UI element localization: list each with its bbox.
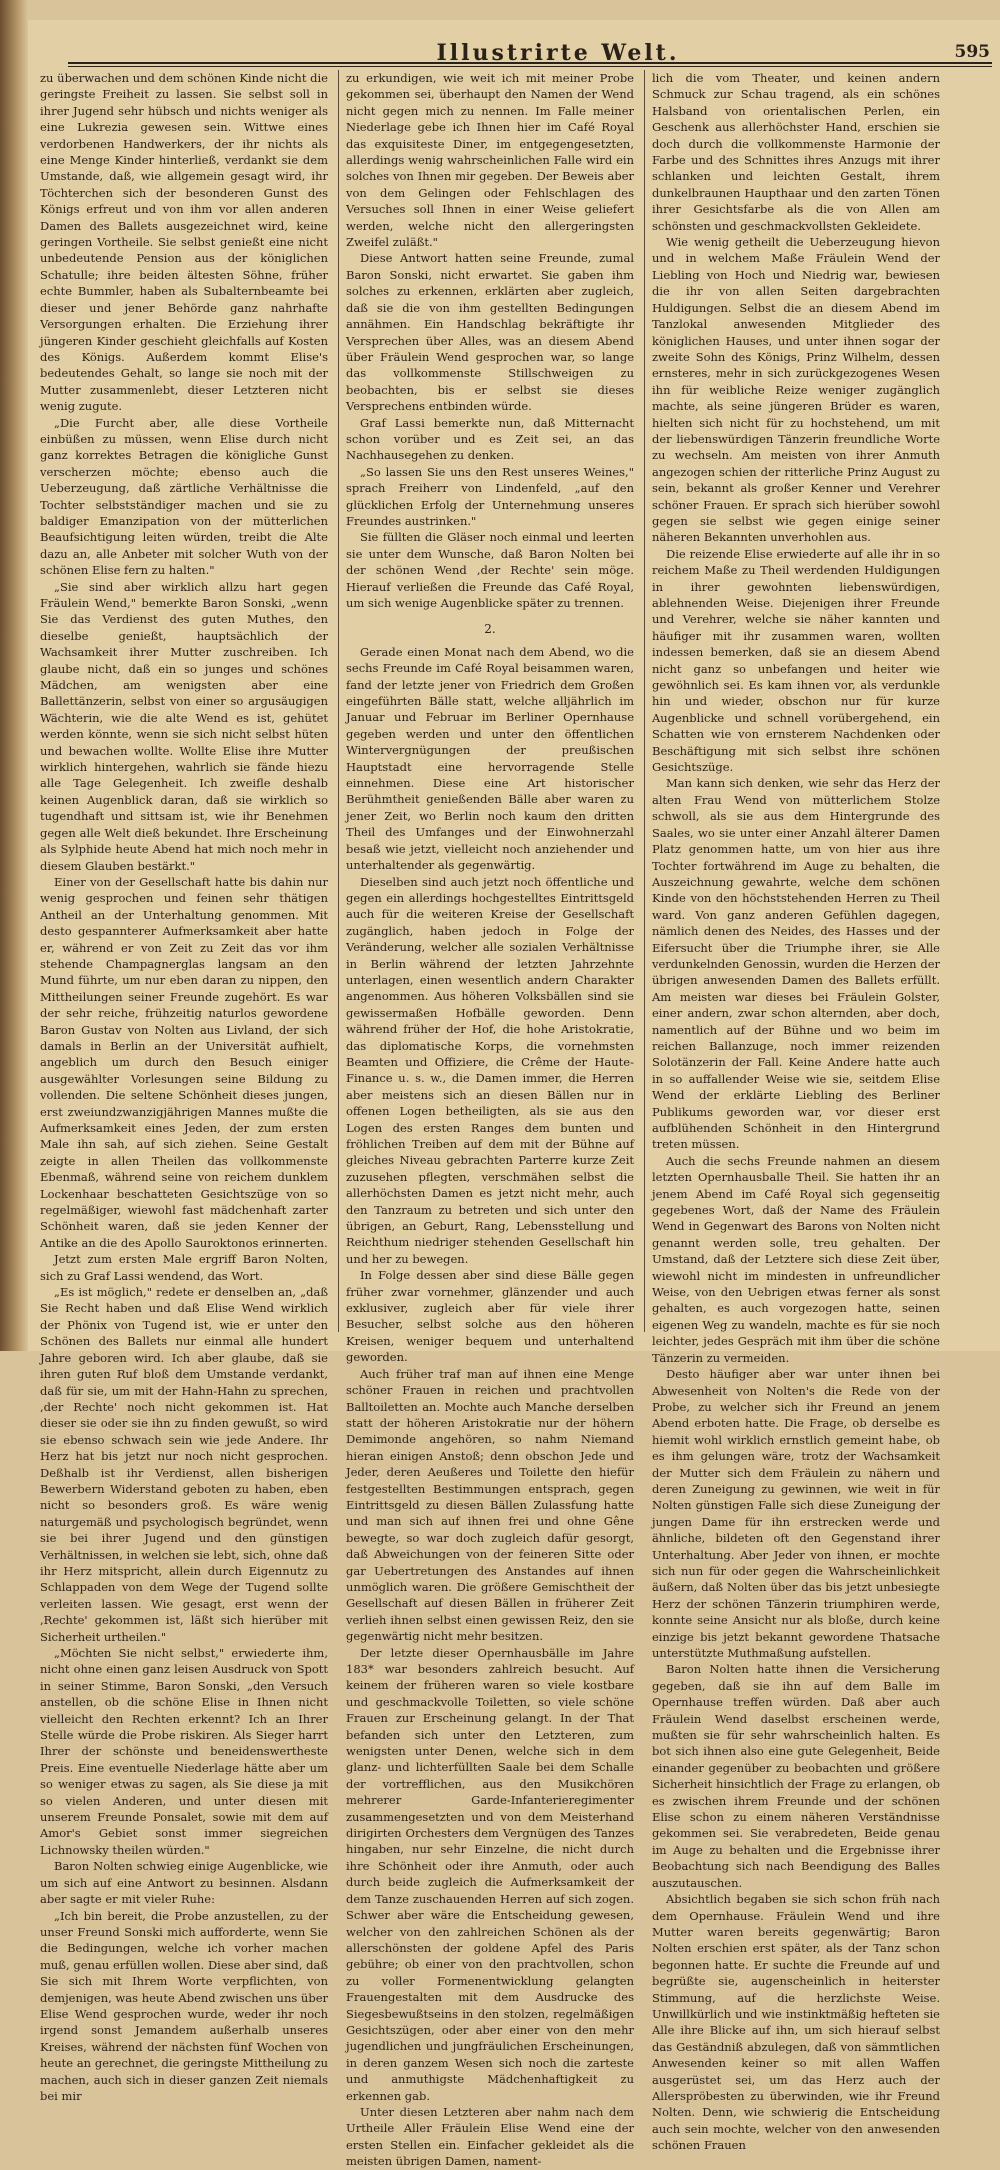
page-number: 595 bbox=[954, 42, 990, 62]
paragraph: In Folge dessen aber sind diese Bälle gegen früher zwar vornehmer, glänzender und auch exklusiver, zugleich aber für viele ihrer Besucher, selbst solche aus den höheren Kreisen, weniger bequem und unterhaltend geworden. bbox=[346, 1268, 634, 1365]
text-column-right bbox=[652, 70, 940, 2153]
paragraph: „Sie sind aber wirklich allzu hart gegen Fräulein Wend," bemerkte Baron Sonski, „wenn Sie das Verdienst des guten Muthes, den dieselbe genießt, hauptsächlich der Wachsamkeit ihrer Mutter zuschreiben. Ich glaube nicht, daß ein so junges und schönes Mädchen, am wenigsten aber eine Ballettänzerin, selbst von einer so argusäugigen Wächterin, wie die alte Wend es ist, gehütet werden könnte, wenn sie sich nicht selbst hüten und bewachen wollte. Wollte Elise ihre Mutter wirklich hintergehen, wahrlich sie fände hiezu alle Tage Gelegenheit. Ich zweifle deshalb keinen Augenblick daran, daß sie wirklich so tugendhaft und sittsam ist, wie ihr Benehmen gegen alle Welt dieß bekundet. Ihre Erscheinung als Sylphide heute Abend hat mich noch mehr in diesem Glauben bestärkt." bbox=[40, 579, 328, 873]
paragraph: Baron Nolten schwieg einige Augenblicke, wie um sich auf eine Antwort zu besinnen. Alsdann aber sagte er mit vieler Ruhe: bbox=[40, 1859, 328, 1907]
paragraph: „Ich bin bereit, die Probe anzustellen, zu der unser Freund Sonski mich aufforderte, wenn Sie die Bedingungen, welche ich vorher machen muß, genau erfüllen wollen. Diese aber sind, daß Sie sich mit Ihrem Worte verpflichten, von demjenigen, was heute Abend zwischen uns über Elise Wend gesprochen wurde, weder ihr noch irgend sonst Jemandem außerhalb unseres Kreises, während der nächsten fünf Wochen von heute an gerechnet, die geringste Mittheilung zu machen, auch sich in dieser ganzen Zeit niemals bei mir bbox=[40, 1908, 328, 2103]
masthead-title: Illustrirte Welt. bbox=[436, 40, 680, 66]
paragraph: Auch die sechs Freunde nahmen an diesem letzten Opernhausballe Theil. Sie hatten ihr an jenem Abend im Café Royal sich gegenseitig gegebenes Wort, daß der Name des Fräulein Wend in Gegenwart des Barons von Nolten nicht genannt werden solle, treu gehalten. Der Umstand, daß der Letztere sich diese Zeit über, wiewohl nicht im mindesten in unfreundlicher Weise, von den Uebrigen etwas ferner als sonst gehalten, es auch vorgezogen hatte, seinen eigenen Weg zu wandeln, machte es für sie noch leichter, jedes Gespräch mit ihm über die schöne Tänzerin zu vermeiden. bbox=[652, 1153, 940, 1365]
column-separator bbox=[338, 70, 339, 1332]
paragraph: zu erkundigen, wie weit ich mit meiner Probe gekommen sei, überhaupt den Namen der Wend nicht gegen mich zu nennen. Im Falle meiner Niederlage gebe ich Ihnen hier im Café Royal das exquisiteste Diner, im entgegengesetzten, allerdings wenig wahrscheinlichen Falle wird ein solches von Ihnen mir gegeben. Der Beweis aber von dem Gelingen oder Fehlschlagen des Versuches soll Ihnen in einer Weise geliefert werden, welche nicht den allergeringsten Zweifel zuläßt." bbox=[346, 71, 634, 250]
section-number: 2. bbox=[484, 622, 496, 637]
paragraph: Der letzte dieser Opernhausbälle im Jahre 183* war besonders zahlreich besucht. Auf keinem der früheren waren so viele kostbare und geschmackvolle Toiletten, so viele schöne Frauen zur Erscheinung gelangt. In der That befanden sich unter den Letzteren, zum wenigsten unter Denen, welche sich in dem glanz- und lichterfüllten Saale bei dem Schalle der vortrefflichen, aus den Musikchören mehrerer Garde-Infanterieregimenter zusammengesetzten und von dem Meisterhand dirigirten Orchesters dem Vergnügen des Tanzes hingaben, nur sehr Einzelne, die nicht durch ihre Schönheit oder ihre Anmuth, oder auch durch beide zugleich die Aufmerksamkeit der dem Tanze zuschauenden Herren auf sich zogen. Schwer aber wäre die Entscheidung gewesen, welcher von den zahlreichen Schönen als der allerschönsten der goldene Apfel des Paris gebühre; ob einer von den prachtvollen, schon zu voller Formenentwicklung gelangten Frauengestalten mit dem Ausdrucke des Siegesbewußtseins in den stolzen, regelmäßigen Gesichtszügen, oder aber einer von den mehr jugendlichen und jungfräulichen Erscheinungen, in deren ganzem Wesen sich noch die zarteste und anmuthigste Mädchenhaftigkeit zu erkennen gab. bbox=[346, 1645, 634, 2103]
page-header bbox=[28, 22, 1000, 66]
paragraph: Auch früher traf man auf ihnen eine Menge schöner Frauen in reichen und prachtvollen Balltoiletten an. Mochte auch Manche derselben statt der höheren Aristokratie nur der höhern Demimonde angehören, so nahm Niemand hieran einigen Anstoß; denn obschon Jede und Jeder, deren Aeußeres und Toilette den hiefür festgestellten Bestimmungen entsprach, gegen Eintrittsgeld zu diesen Bällen Zulassfung hatte und man sich auf ihnen frei und ohne Gêne bewegte, so war doch zugleich dafür gesorgt, daß Abweichungen von der feineren Sitte oder gar Uebertretungen des Anstandes auf ihnen unmöglich waren. Die größere Gemischtheit der Gesellschaft auf diesen Bällen in früherer Zeit verlieh ihnen selbst einen gewissen Reiz, den sie gegenwärtig nicht mehr besitzen. bbox=[346, 1366, 634, 1644]
paragraph: „So lassen Sie uns den Rest unseres Weines," sprach Freiherr von Lindenfeld, „auf den glücklichen Erfolg der Unternehmung unseres Freundes austrinken." bbox=[346, 464, 634, 528]
paragraph: „Es ist möglich," redete er denselben an, „daß Sie Recht haben und daß Elise Wend wirklich der Phönix von Tugend ist, wie er unter den Schönen des Ballets nur einmal alle hundert Jahre geboren wird. Ich aber glaube, daß sie ihren guten Ruf bloß dem Umstande verdankt, daß für sie, um mit der Hahn-Hahn zu sprechen, ,der Rechte' noch nicht gekommen ist. Hat dieser sie oder sie ihn zu finden gewußt, so wird sie ebenso schwach sein wie jede Andere. Ihr Herz hat bis jetzt nur noch nicht gesprochen. Deßhalb ist ihr Verdienst, allen bisherigen Bewerbern Widerstand geboten zu haben, eben nicht so besonders groß. Es wäre wenig naturgemäß und psychologisch begründet, wenn sie bei ihrer Jugend und den günstigen Verhältnissen, in welchen sie lebt, sich, ohne daß ihr Herz mitspricht, allein durch Eigennutz zu Schlappaden von dem Wege der Tugend sollte verleiten lassen. Wie gesagt, erst wenn der ,Rechte' gekommen ist, läßt sich hierüber mit Sicherheit urtheilen." bbox=[40, 1285, 328, 1644]
paragraph: Unter diesen Letzteren aber nahm nach dem Urtheile Aller Fräulein Elise Wend eine der ersten Stellen ein. Einfacher gekleidet als die meisten übrigen Damen, nament- bbox=[346, 2104, 634, 2169]
paragraph: Jetzt zum ersten Male ergriff Baron Nolten, sich zu Graf Lassi wendend, das Wort. bbox=[40, 1252, 328, 1283]
paragraph: Man kann sich denken, wie sehr das Herz der alten Frau Wend von mütterlichem Stolze schwoll, als sie aus dem Hintergrunde des Saales, wo sie unter einer Anzahl älterer Damen Platz genommen hatte, um von hier aus ihre Tochter fortwährend im Auge zu behalten, die Auszeichnung gewahrte, welche dem schönen Kinde von den höchststehenden Herren zu Theil ward. Von ganz anderen Gefühlen dagegen, nämlich denen des Neides, des Hasses und der Eifersucht über die Triumphe ihrer, sie Alle verdunkelnden Genossin, wurden die Herzen der übrigen anwesenden Damen des Ballets erfüllt. Am meisten war dieses bei Fräulein Golster, einer andern, zwar schon alternden, aber doch, namentlich auf der Bühne und wo beim im reichen Ballanzuge, noch immer reizenden Solotänzerin der Fall. Keine Andere hatte auch in so auffallender Weise wie sie, seitdem Elise Wend der erklärte Liebling des Berliner Publikums geworden war, vor dieser erst aufblühenden Schönheit in den Hintergrund treten müssen. bbox=[652, 776, 940, 1152]
text-column-middle bbox=[346, 70, 634, 2169]
paragraph: Baron Nolten hatte ihnen die Versicherung gegeben, daß sie ihn auf dem Balle im Opernhause treffen würden. Daß aber auch Fräulein Wend daselbst erscheinen werde, mußten sie für sehr wahrscheinlich halten. Es bot sich ihnen also eine gute Gelegenheit, Beide einander gegenüber zu beobachten und größere Sicherheit hinsichtlich der Frage zu erlangen, ob es zwischen ihrem Freunde und der schönen Elise schon zu einem näheren Verständnisse gekommen sei. Sie verabredeten, Beide genau im Auge zu behalten und die Ergebnisse ihrer Beobachtung sich nach Beendigung des Balles auszutauschen. bbox=[652, 1662, 940, 1890]
header-rule bbox=[68, 62, 992, 64]
paragraph: Graf Lassi bemerkte nun, daß Mitternacht schon vorüber und es Zeit sei, an das Nachhausegehen zu denken. bbox=[346, 415, 634, 463]
paragraph: Wie wenig getheilt die Ueberzeugung hievon und in welchem Maße Fräulein Wend der Liebling von Hoch und Niedrig war, bewiesen die ihr von allen Seiten dargebrachten Huldigungen. Selbst die an diesem Abend im Tanzlokal anwesenden Mitglieder des königlichen Hauses, und unter ihnen sogar der zweite Sohn des Königs, Prinz Wilhelm, dessen ernsteres, mehr in sich zurückgezogenes Wesen ihn für weibliche Reize weniger zugänglich machte, als seine jüngeren Brüder es waren, hielten sich nicht für zu hochstehend, um mit der liebenswürdigen Tänzerin freundliche Worte zu wechseln. Am meisten von ihrer Anmuth angezogen schien der ritterliche Prinz August zu sein, bekannt als großer Kenner und Verehrer schöner Frauen. Er sprach sich hierüber sowohl gegen sie selbst wie gegen einige seiner näheren Bekannten unverhohlen aus. bbox=[652, 235, 940, 545]
page-binding-shadow bbox=[0, 0, 28, 1351]
column-separator bbox=[644, 70, 645, 1332]
paragraph: Sie füllten die Gläser noch einmal und leerten sie unter dem Wunsche, daß Baron Nolten bei der schönen Wend ,der Rechte' sein möge. Hierauf verließen die Freunde das Café Royal, um sich wenige Augenblicke später zu trennen. bbox=[346, 530, 634, 610]
paragraph: Die reizende Elise erwiederte auf alle ihr in so reichem Maße zu Theil werdenden Huldigungen in ihrer gewohnten liebenswürdigen, ablehnenden Weise. Diejenigen ihrer Freunde und Verehrer, welche sie näher kannten und häufiger mit ihr zusammen waren, wollten indessen bemerken, daß sie an diesem Abend nicht ganz so unbefangen und heiter wie gewöhnlich sei. Es kam ihnen vor, als verdunkle hin und wieder, obschon nur für kurze Augenblicke und schnell vorübergehend, ein Schatten wie von ernsterem Nachdenken oder Beschäftigung mit sich selbst ihre schönen Gesichtszüge. bbox=[652, 546, 940, 775]
paragraph: Diese Antwort hatten seine Freunde, zumal Baron Sonski, nicht erwartet. Sie gaben ihm solches zu erkennen, erklärten aber zugleich, daß sie die von ihm gestellten Bedingungen annähmen. Ein Handschlag bekräftigte ihr Versprechen über Alles, was an diesem Abend über Fräulein Wend gesprochen war, so lange das vollkommenste Stillschweigen zu beobachten, bis er selbst sie dieses Versprechens entbinden würde. bbox=[346, 251, 634, 414]
paragraph: Einer von der Gesellschaft hatte bis dahin nur wenig gesprochen und feinen sehr thätigen Antheil an der Unterhaltung genommen. Mit desto gespannterer Aufmerksamkeit aber hatte er, während er von Zeit zu Zeit das vor ihm stehende Champagnerglas langsam an den Mund führte, um nur eben daran zu nippen, den Mittheilungen seiner Freunde zugehört. Es war der sehr reiche, frühzeitig naturlos gewordene Baron Gustav von Nolten aus Livland, der sich damals in Berlin an der Universität aufhielt, angeblich um durch den Besuch einiger ausgewählter Vorlesungen seine Bildung zu vollenden. Die seltene Schönheit dieses jungen, erst zweiundzwanzigjährigen Mannes mußte die Aufmerksamkeit eines Jeden, der zum ersten Male ihn sah, auf sich ziehen. Seine Gestalt zeigte in allen Theilen das vollkommenste Ebenmaß, während seine von reichem dunklem Lockenhaar beschatteten Gesichtszüge von so regelmäßiger, wiewohl fast mädchenhaft zarter Schönheit waren, daß sie jeden Kenner der Antike an die des Apollo Sauroktonos erinnerten. bbox=[40, 874, 328, 1250]
paragraph: Desto häufiger aber war unter ihnen bei Abwesenheit von Nolten's die Rede von der Probe, zu welcher sich ihr Freund an jenem Abend erboten hatte. Die Frage, ob derselbe es hiemit wohl wirklich ernstlich gemeint habe, ob es ihm gelungen wäre, trotz der Wachsamkeit der Mutter sich dem Fräulein zu nähern und deren Zuneigung zu gewinnen, wie weit in für Nolten günstigen Falle sich diese Zuneigung der jungen Dame für ihn erstrecken werde und ähnliche, bildeten oft den Gegenstand ihrer Unterhaltung. Aber Jeder von ihnen, er mochte sich nun für oder gegen die Wahrscheinlichkeit äußern, daß Nolten über das bis jetzt unbesiegte Herz der schönen Tänzerin triumphiren werde, konnte seine Ansicht nur als bloße, durch keine einzige bis jetzt bekannt gewordene Thatsache unterstützte Muthmaßung aufstellen. bbox=[652, 1367, 940, 1660]
paragraph: „Die Furcht aber, alle diese Vortheile einbüßen zu müssen, wenn Elise durch nicht ganz korrektes Betragen die königliche Gunst verscherzen möchte; ebenso auch die Ueberzeugung, daß zärtliche Verhältnisse die Tochter selbstständiger machen und sie zu baldiger Emanzipation von der mütterlichen Beaufsichtigung leiten würden, treibt die Alte dazu an, alle Anbeter mit solcher Wuth von der schönen Elise fern zu halten." bbox=[40, 415, 328, 578]
paragraph: Absichtlich begaben sie sich schon früh nach dem Opernhause. Fräulein Wend und ihre Mutter waren bereits gegenwärtig; Baron Nolten erschien erst später, als der Tanz schon begonnen hatte. Er suchte die Freunde auf und begrüßte sie, augenscheinlich in heiterster Stimmung, auf die herzlichste Weise. Unwillkürlich und wie instinktmäßig hefteten sie Alle ihre Blicke auf ihn, um sich hierauf selbst das Geständniß abzulegen, daß von sämmtlichen Anwesenden keiner so mit allen Waffen ausgerüstet sei, um das Herz auch der Allerspröbesten zu überwinden, wie ihr Freund Nolten. Denn, wie schwierig die Entscheidung auch sein mochte, welcher von den anwesenden schönen Frauen bbox=[652, 1892, 940, 2153]
header-rule-thin bbox=[68, 66, 992, 67]
paragraph: „Möchten Sie nicht selbst," erwiederte ihm, nicht ohne einen ganz leisen Ausdruck von Spott in seiner Stimme, Baron Sonski, „den Versuch anstellen, ob die schöne Elise in Ihnen nicht vielleicht den Rechten erkennt? Ich an Ihrer Stelle würde die Probe riskiren. Als Sieger harrt Ihrer der schönste und beneidenswertheste Preis. Eine eventuelle Niederlage hätte aber um so weniger etwas zu sagen, als Sie diese ja mit so vielen Anderen, und unter diesen mit unserem Freunde Ponsalet, sowie mit dem auf Amor's Gebiet sonst immer siegreichen Lichnowsky theilen würden." bbox=[40, 1646, 328, 1857]
paragraph: zu überwachen und dem schönen Kinde nicht die geringste Freiheit zu lassen. Sie selbst soll in ihrer Jugend sehr hübsch und nichts weniger als eine Lukrezia gewesen sein. Wittwe eines verdorbenen Handwerkers, der ihr nichts als eine Menge Kinder hinterließ, verdankt sie dem Umstande, daß, wie allgemein gesagt wird, ihr Töchterchen sich der besonderen Gunst des Königs erfreut und von ihm vor allen anderen Damen des Ballets ausgezeichnet wird, keine geringen Vortheile. Sie selbst genießt eine nicht unbedeutende Pension aus der königlichen Schatulle; ihre beiden ältesten Söhne, früher echte Bummler, haben als Subalternbeamte bei dieser und jener Behörde ganz nahrhafte Versorgungen erhalten. Die Erziehung ihrer jüngeren Kinder geschieht gleichfalls auf Kosten des Königs. Außerdem kommt Elise's bedeutendes Gehalt, so lange sie noch mit der Mutter zusammenlebt, dieser Letzteren nicht wenig zugute. bbox=[40, 71, 328, 414]
paragraph: Gerade einen Monat nach dem Abend, wo die sechs Freunde im Café Royal beisammen waren, fand der letzte jener von Friedrich dem Großen eingeführten Bälle statt, welche alljährlich im Januar und Februar im Berliner Opernhause gegeben werden und unter den öffentlichen Wintervergnügungen der preußischen Hauptstadt eine hervorragende Stelle einnehmen. Diese eine Art historischer Berühmtheit genießenden Bälle aber waren zu jener Zeit, wo Berlin noch kaum den dritten Theil des Umfanges und der Einwohnerzahl besaß wie jetzt, vielleicht noch anziehender und unterhaltender als gegenwärtig. bbox=[346, 644, 634, 873]
paragraph: lich die vom Theater, und keinen andern Schmuck zur Schau tragend, als ein schönes Halsband von orientalischen Perlen, ein Geschenk aus allerhöchster Hand, erschien sie doch durch die vollkommenste Harmonie der Farbe und des Schnittes ihres Anzugs mit ihrer schlanken und leichten Gestalt, ihrem dunkelbraunen Haupthaar und den zarten Tönen ihrer Gesichtsfarbe als die von Allen am schönsten und geschmackvollsten Gekleidete. bbox=[652, 71, 940, 233]
paragraph: Dieselben sind auch jetzt noch öffentliche und gegen ein allerdings hochgestelltes Eintrittsgeld auch für die weiteren Kreise der Gesellschaft zugänglich, haben jedoch in Folge der Veränderung, welcher alle sozialen Verhältnisse in Berlin während der letzten Jahrzehnte unterlagen, einen wesentlich andern Charakter angenommen. Aus höheren Volksbällen sind sie gewissermaßen Hofbälle geworden. Denn während früher der Hof, die hohe Aristokratie, das diplomatische Korps, die vornehmsten Beamten und Offiziere, die Crême der Haute-Finance u. s. w., die Damen immer, die Herren aber meistens sich an diesen Bällen nur in offenen Logen betheiligten, als sie aus den Logen des ersten Ranges dem bunten und fröhlichen Treiben auf dem mit der Bühne auf gleiches Niveau gebrachten Parterre kurze Zeit zuzusehen pflegten, verschmähen selbst die allerhöchsten Damen es jetzt nicht mehr, auch den Tanzraum zu betreten und sich unter den übrigen, an Geburt, Rang, Lebensstellung und Reichthum niedriger stehenden Gesellschaft hin und her zu bewegen. bbox=[346, 874, 634, 1266]
text-column-left bbox=[40, 70, 328, 2103]
